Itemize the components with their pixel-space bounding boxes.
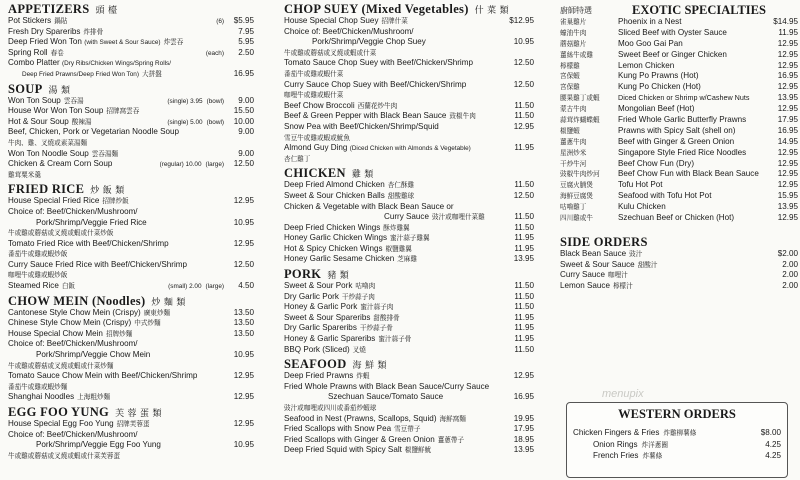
menu-item: Tomato Sauce Chop Suey with Beef/Chicken/Shrimp 12.50 (284, 58, 534, 68)
menu-item: Shanghai Noodles 上海粗炒麵 12.95 (8, 392, 254, 402)
chop-suey-heading: CHOP SUEY (Mixed Vegetables) 什 菜 類 (284, 2, 509, 16)
menu-item-continued: Deep Fried Prawns/Deep Fried Won Ton) 大拼盤 16.95 (22, 68, 254, 78)
chinese-caption: 豉汁或咖哩或四川或番茄炒蝦球 (284, 404, 377, 412)
menu-item: Beef & Green Pepper with Black Bean Sauce 豉椒牛肉 11.50 (284, 111, 534, 121)
menu-item: Chicken Fingers & Fries 炸雞柳薯條 $8.00 (573, 428, 781, 437)
menu-item: Honey Garlic Sesame Chicken 芝麻雞 13.95 (284, 254, 534, 264)
menu-item: 薑蔥牛肉 Beef with Ginger & Green Onion 14.95 (560, 136, 798, 146)
chinese-caption: 番茄牛或雞或蝦炒麵 (8, 382, 68, 391)
menu-item: Fried Scallops with Snow Pea 雪豆帶子 17.95 (284, 424, 534, 434)
chinese-caption: 番茄牛或雞或蝦什菜 (284, 69, 344, 78)
menu-item: Fried Whole Prawns with Black Bean Sauce/Curry Sauce (284, 381, 490, 391)
exotic-specialties-heading: 廚師特選 EXOTIC SPECIALTIES (560, 2, 766, 17)
chicken-heading: CHICKEN 雞 類 (284, 166, 374, 181)
menu-item: 椒鹽蝦 Prawns with Spicy Salt (shell on) 16.95 (560, 125, 798, 135)
menu-item: 雀巢雞片 Phoenix in a Nest $14.95 (560, 17, 798, 26)
western-orders-heading: WESTERN ORDERS (618, 407, 736, 421)
menu-column-middle (284, 0, 534, 456)
menu-item: Dry Garlic Pork 干炒蒜子肉 11.50 (284, 291, 534, 301)
menu-item-continued: Pork/Shrimp/Veggie Egg Foo Yung 10.95 (36, 440, 254, 450)
menu-item: Almond Guy Ding (Diced Chicken with Almonds & Vegetable) 11.95 (284, 143, 534, 153)
menu-item: Fried Scallops with Ginger & Green Onion 薑蔥帶子 18.95 (284, 434, 534, 444)
menu-item: 豆腐火腩煲 Tofu Hot Pot 12.95 (560, 180, 798, 190)
menu-item: Tomato Sauce Chow Mein with Beef/Chicken/Shrimp 12.95 (8, 371, 254, 381)
menu-item: Won Ton Noodle Soup 雲吞湯麵 9.00 (8, 148, 254, 158)
menu-item: 檸檬雞 Lemon Chicken 12.95 (560, 60, 798, 70)
pork-heading: PORK 豬 類 (284, 267, 350, 282)
menu-item-continued: Szechuan Sauce/Tomato Sauce 16.95 (328, 392, 534, 402)
menu-item: House Wor Won Ton Soup 招牌窩雲吞 15.50 (8, 106, 254, 116)
menu-item: Curry Sauce Fried Rice with Beef/Chicken/Shrimp 12.50 (8, 259, 254, 269)
menu-item: 宮保蝦 Kung Po Prawns (Hot) 16.95 (560, 71, 798, 81)
menu-item: Deep Fried Prawns 炸蝦 12.95 (284, 371, 534, 381)
menu-item: 海鮮豆腐煲 Seafood with Tofu Hot Pot 15.95 (560, 191, 798, 201)
egg-foo-yung-heading: EGG FOO YUNG 芙 蓉 蛋 類 (8, 405, 162, 419)
menu-item: Curry Sauce Chop Suey with Beef/Chicken/Shrimp 12.50 (284, 79, 534, 89)
menu-item: Sweet & Sour Chicken Balls 甜酸雞球 12.50 (284, 190, 534, 200)
menu-item: Cantonese Style Chow Mein (Crispy) 廣東炒麵 13.50 (8, 307, 254, 317)
menu-item: 薑絲牛或雞 Sweet Beef or Ginger Chicken 12.95 (560, 49, 798, 59)
chow-mein-heading: CHOW MEIN (Noodles) 炒 麵 類 (8, 293, 186, 308)
watermark: menupix (602, 388, 644, 400)
chinese-caption: 番茄牛或雞或蝦炒飯 (8, 250, 68, 259)
menu-item: Deep Fried Squid with Spicy Salt 椒鹽鮮魷 13.95 (284, 445, 534, 455)
menu-item: Pot Stickers 鍋貼 (6) $5.95 (8, 16, 254, 25)
menu-item: Spring Roll 春卷 (each) 2.50 (8, 47, 254, 57)
menu-item: Deep Fried Chicken Wings 酥炸雞翼 11.50 (284, 222, 534, 232)
menu-item: Sweet & Sour Sauce 甜酸汁 2.00 (560, 259, 798, 269)
menu-item: 蒜茸炸蝴蝶蝦 Fried Whole Garlic Butterfly Prawns 17.95 (560, 115, 798, 125)
menu-item: 蘑菇雞片 Moo Goo Gai Pan 12.95 (560, 38, 798, 48)
menu-item: Chicken & Vegetable with Black Bean Sauce or (284, 201, 454, 211)
menu-item-continued: Pork/Shrimp/Veggie Chop Suey 10.95 (312, 37, 534, 47)
menu-item: Deep Fried Won Ton (with Sweet & Sour Sauce) 炸雲吞 5.95 (8, 37, 254, 47)
menu-item: House Special Egg Foo Yung 招牌芙蓉蛋 12.95 (8, 419, 254, 428)
menu-item: House Special Chop Suey 招牌什菜 $12.95 (284, 16, 534, 25)
western-orders-box (566, 402, 788, 478)
menu-column-left (8, 0, 254, 461)
menu-item: Tomato Fried Rice with Beef/Chicken/Shrimp 12.95 (8, 238, 254, 248)
menu-item: Steamed Rice 白飯 (small) 2.00 (large) 4.50 (8, 281, 254, 291)
menu-item: Lemon Sauce 檸檬汁 2.00 (560, 280, 798, 290)
chinese-caption: 牛或雞或蘑菇或叉燒或蝦或什菜炒麵 (8, 361, 114, 370)
menu-item: 腰果雞丁或蝦 Diced Chicken or Shrimp w/Cashew Nuts 13.95 (560, 93, 798, 103)
menu-item: Honey & Garlic Spareribs 蜜汁蒜子骨 11.95 (284, 334, 534, 344)
menu-item: Hot & Sour Soup 酸辣湯 (single) 5.00 (bowl) 10.00 (8, 116, 254, 126)
menu-item: Choice of: Beef/Chicken/Mushroom/ (8, 429, 138, 439)
menu-item: Curry Sauce 咖哩汁 2.00 (560, 270, 798, 280)
appetizers-heading: APPETIZERS 頭 檯 (8, 2, 118, 16)
menu-item: Choice of: Beef/Chicken/Mushroom/ (8, 339, 138, 349)
menu-column-right (560, 0, 798, 291)
menu-item: 蒙古牛肉 Mongolian Beef (Hot) 12.95 (560, 104, 798, 114)
menu-item: Choice of: Beef/Chicken/Mushroom/ (284, 26, 414, 36)
menu-item: Combo Platter (Dry Ribs/Chicken Wings/Spring Rolls/ (8, 58, 172, 68)
chinese-caption: 咖哩牛或雞或蝦炒飯 (8, 271, 68, 280)
menu-item: Fresh Dry Spareribs 炸排骨 7.95 (8, 26, 254, 36)
menu-item: Onion Rings 炸洋蔥圈 4.25 (593, 439, 781, 449)
menu-item: BBQ Pork (Sliced) 叉燒 11.50 (284, 344, 534, 354)
chinese-caption: 咖哩牛或雞或蝦什菜 (284, 91, 344, 100)
menu-item: Dry Garlic Spareribs 干炒蒜子骨 11.95 (284, 323, 534, 333)
menu-item: House Special Chow Mein 招牌炒麵 13.50 (8, 328, 254, 338)
menu-item: Won Ton Soup 雲吞湯 (single) 3.95 (bowl) 9.00 (8, 95, 254, 105)
menu-item: Hot & Spicy Chicken Wings 椒鹽雞翼 11.95 (284, 243, 534, 253)
chinese-caption: 雪豆牛或雞或蝦或魷魚 (284, 133, 350, 142)
menu-item: 豉椒牛肉炒河 Beef Chow Fun with Black Bean Sauce 12.95 (560, 169, 798, 179)
menu-item: Beef Chow Broccoli 西蘭花炒牛肉 11.50 (284, 100, 534, 110)
menu-item: Seafood in Nest (Prawns, Scallops, Squid) 海鮮窩麵 19.95 (284, 413, 534, 423)
menu-item: 蠔油牛肉 Sliced Beef with Oyster Sauce 11.95 (560, 27, 798, 37)
menu-item: 咕嚕雞丁 Kulu Chicken 13.95 (560, 202, 798, 212)
seafood-heading: SEAFOOD 海 鮮 類 (284, 357, 387, 372)
menu-item: Honey Garlic Chicken Wings 蜜汁蒜子雞翼 11.95 (284, 233, 534, 243)
chinese-caption: 牛或雞或蘑菇或叉燒或蝦或什菜炒飯 (8, 229, 114, 238)
side-orders-heading: SIDE ORDERS (560, 234, 648, 249)
menu-item: 四川雞或牛 Szechuan Beef or Chicken (Hot) 12.95 (560, 213, 798, 223)
fried-rice-heading: FRIED RICE 炒 飯 類 (8, 182, 125, 197)
menu-item-continued: Pork/Shrimp/Veggie Chow Mein 10.95 (36, 350, 254, 360)
menu-item: Snow Pea with Beef/Chicken/Shrimp/Squid 12.95 (284, 121, 534, 131)
menu-item: Choice of: Beef/Chicken/Mushroom/ (8, 206, 138, 216)
menu-item: French Fries 炸薯條 4.25 (593, 451, 781, 460)
menu-item: Honey & Garlic Pork 蜜汁蒜子肉 11.50 (284, 302, 534, 312)
menu-item: 干炒牛河 Beef Chow Fun (Dry) 12.95 (560, 158, 798, 168)
chinese-caption: 牛或雞或蘑菇或叉燒或蝦或什菜 (284, 48, 377, 57)
menu-item: Chicken & Cream Corn Soup (regular) 10.00 (large) 12.50 (8, 159, 254, 169)
menu-item: 宮保雞 Kung Po Chicken (Hot) 12.95 (560, 82, 798, 92)
menu-item: Chinese Style Chow Mein (Crispy) 中式炒麵 13.50 (8, 318, 254, 328)
menu-item: Sweet & Sour Pork 咕嚕肉 11.50 (284, 281, 534, 291)
chinese-caption: 牛肉、雞、叉燒或素菜湯麵 (8, 138, 88, 147)
menu-item: Deep Fried Almond Chicken 杏仁酥雞 11.50 (284, 180, 534, 190)
menu-item: Beef, Chicken, Pork or Vegetarian Noodle Soup 9.00 (8, 127, 254, 137)
menu-item: Black Bean Sauce 豉汁 $2.00 (560, 248, 798, 258)
menu-item-continued: Pork/Shrimp/Veggie Fried Rice 10.95 (36, 217, 254, 227)
menu-item: Sweet & Sour Spareribs 甜酸排骨 11.95 (284, 312, 534, 322)
menu-item: House Special Fried Rice 招牌炒飯 12.95 (8, 196, 254, 206)
chinese-caption: 牛或雞或蘑菇或叉燒或蝦或什菜芙蓉蛋 (8, 451, 121, 460)
soup-heading: SOUP 湯 類 (8, 81, 71, 96)
menu-item-continued: Curry Sauce 豉汁或咖哩什菜雞 11.50 (384, 212, 534, 222)
chinese-caption: 雞茸粟米羹 (8, 170, 41, 179)
chinese-caption: 杏仁雞丁 (284, 154, 311, 163)
menu-item: 星洲炒米 Singapore Style Fried Rice Noodles 12.95 (560, 147, 798, 157)
